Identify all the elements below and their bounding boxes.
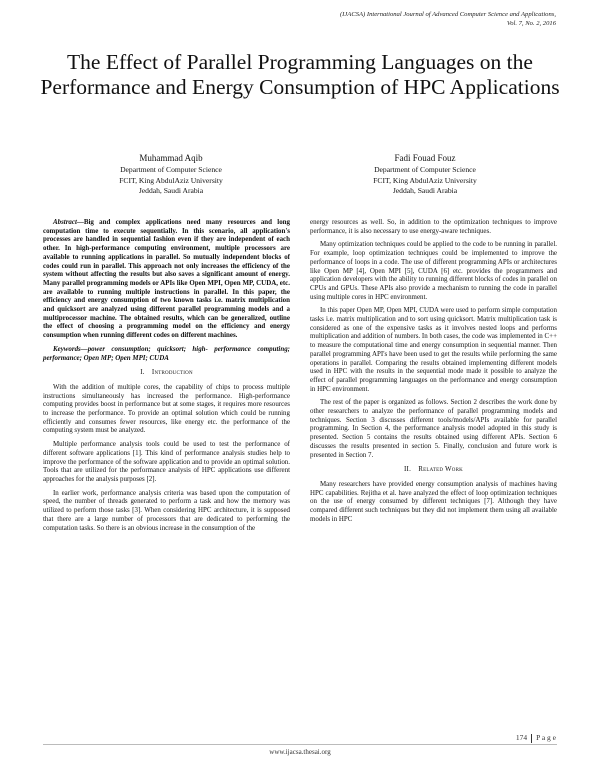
- left-column: [43, 218, 290, 537]
- author-block-2: [325, 152, 525, 197]
- paragraph: Many optimization techniques could be applied to the code to be running in parallel. For example, loop optimization techniques could be implemented to improve the performance of loops in a code. The use of different programming APIs or architectures like Open MP [4], Open MPI [5], CUDA [6] etc. provides the programmers and application developers with the ability to running different blocks of codes in parallel on CPUs and GPUs. These APIs also provide a mechanism to running the code in parallel using multiple cores in HPC environment.: [310, 240, 557, 301]
- author-block-1: [71, 152, 271, 197]
- keywords-label: Keywords: [53, 344, 81, 353]
- footer-rule: [43, 744, 557, 745]
- page-label: P a g e: [536, 733, 556, 742]
- author-university: FCIT, King AbdulAziz University: [119, 175, 223, 185]
- paragraph: In earlier work, performance analysis criteria was based upon the computation of speed, the number of threads generated to perform a task and how the memory was utilized to perform those tasks [3]. When considering HPC architecture, it is supposed that there are a large number of processors that are dedicated to performing the computation tasks. So there is an obvious increase in the consumption of the: [43, 488, 290, 532]
- journal-name: (IJACSA) International Journal of Advanced Computer Science and Applications,: [339, 11, 556, 18]
- author-location: Jeddah, Saudi Arabia: [392, 186, 458, 196]
- paragraph: The rest of the paper is organized as follows. Section 2 describes the work done by other researchers to analyze the performance of parallel programming models and techniques. Section 3 discusses different tools/models/APIs available for parallel programming. In Section 4, the performance analysis model adopted in this study is presented. Section 5 contains the results obtained using different APIs. Section 6 discusses the results presented in section 5. Finally, conclusion and future work is presented in Section 7.: [310, 398, 557, 459]
- paragraph: In this paper Open MP, Open MPI, CUDA were used to perform simple computation tasks i.e. matrix multiplication and to sort using quicksort. Matrix multiplication task is considered as one of the expensive tasks as it involves nested loops and performs multiplication and addition of numbers. In both cases, the code was implemented in C++ to measure the computational time and energy consumption in sequential manner. Then parallel programming API's have been used to get the results while performing the same operations in parallel. Comparing the results obtained implementing different models used in HPC with the results in the sequential mode made it possible to analyze the effect of parallel programming languages on the performance and energy consumption in HPC environment.: [310, 306, 557, 393]
- abstract: [43, 218, 290, 340]
- paragraph: Many researchers have provided energy consumption analysis of machines having HPC capabilities. Rejitha et al. have analyzed the effect of loop optimization techniques on the use of energy consumed by different techniques [7]. Although they have compared different such techniques but they did not implement them using all available models in HPC: [310, 479, 557, 523]
- footer-url: www.ijacsa.thesai.org: [269, 748, 331, 756]
- author-department: Department of Computer Science: [374, 165, 476, 174]
- paragraph: Multiple performance analysis tools could be used to test the performance of different software applications [1]. This kind of performance analysis studies help to improve the performance of the software application and to provide an optimal solution. Tools that are utilized for the performance analysis of HPC applications use different approaches for the analysis purposes [2].: [43, 440, 290, 483]
- author-department: Department of Computer Science: [120, 165, 222, 174]
- journal-volume: Vol. 7, No. 2, 2016: [506, 20, 556, 27]
- keywords: [43, 345, 290, 362]
- page-number: 174: [515, 733, 528, 742]
- author-name: Muhammad Aqib: [139, 153, 203, 163]
- journal-header: [340, 10, 556, 28]
- paragraph: energy resources as well. So, in addition to the optimization techniques to improve performance, it is also necessary to use energy-aware techniques.: [310, 218, 557, 235]
- page-number-box: [516, 733, 556, 743]
- author-university: FCIT, King AbdulAziz University: [373, 175, 477, 185]
- paragraph: With the addition of multiple cores, the capability of chips to process multiple instructions simultaneously has increased the performance. High-performance computing provides boost in performance but at some stages, it requires more resources to increase the performance. To provide an optimal solution which could be running efficiently and consumes fewer resources, like energy etc. the performance of the computing system must be analyzed.: [43, 382, 290, 435]
- right-column: [310, 218, 557, 529]
- abstract-text: —Big and complex applications need many resources and long computation time to execute sequentially. In this scenario, all application's processes are handled in sequential fashion even if they are independent of each other. In high-performance computing environment, multiple processors are available to running applications in parallel. So mutually independent blocks of codes could run in parallel. This approach not only increases the efficiency of the system without affecting the results but also saves a significant amount of energy. Many parallel programming models or APIs like Open MPI, Open MP, CUDA, etc. are available to running multiple instructions in parallel. In this paper, the efficiency and energy consumption of two known tasks i.e. matrix multiplication and quicksort are analyzed using different parallel programming models and a multiprocessor machine. The obtained results, which can be generalized, outline the effect of choosing a programming model on the efficiency and energy consumption when running different codes on different machines.: [43, 218, 290, 340]
- section-heading-related-work: II. Related Work: [404, 465, 463, 474]
- divider: [531, 734, 532, 743]
- paper-title: The Effect of Parallel Programming Languages on the Performance and Energy Consumption of HPC Applications: [40, 50, 560, 99]
- author-name: Fadi Fouad Fouz: [394, 153, 456, 163]
- author-location: Jeddah, Saudi Arabia: [138, 186, 204, 196]
- keywords-text: —power consumption; quicksort; high- performance computing; performance; Open MP; Open MPI; CUDA: [43, 344, 290, 362]
- abstract-label: Abstract: [53, 218, 77, 226]
- section-heading-introduction: I. Introduction: [140, 368, 193, 377]
